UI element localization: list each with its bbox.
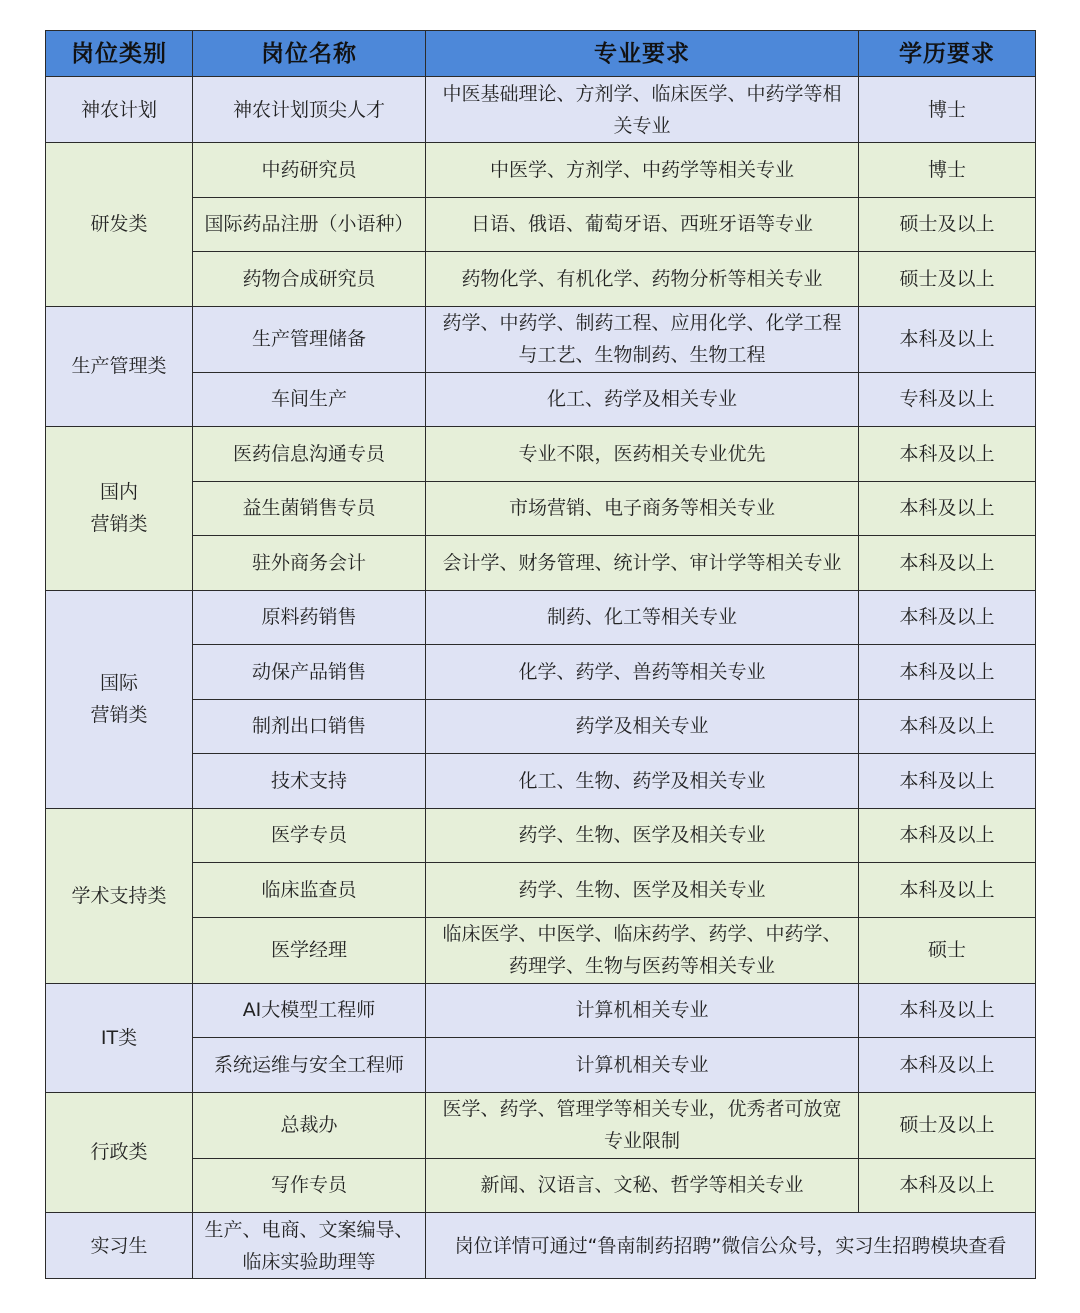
table-row: [46, 1092, 1036, 1158]
header-major: 专业要求: [426, 31, 859, 77]
table-row: [46, 590, 1036, 645]
education-cell: 博士: [859, 143, 1036, 198]
position-cell: 医学专员: [193, 808, 426, 863]
table-row: [46, 427, 1036, 482]
job-requirements-table: [45, 30, 1036, 1279]
major-cell: 药学、中药学、制药工程、应用化学、化学工程与工艺、生物制药、生物工程: [426, 306, 859, 372]
major-cell: 中医基础理论、方剂学、临床医学、中药学等相关专业: [426, 77, 859, 143]
education-cell: 本科及以上: [859, 481, 1036, 536]
category-cell: 生产管理类: [46, 306, 193, 427]
position-cell: AI大模型工程师: [193, 983, 426, 1038]
header-row: [46, 31, 1036, 77]
education-cell: 硕士及以上: [859, 1092, 1036, 1158]
major-cell: 专业不限，医药相关专业优先: [426, 427, 859, 482]
education-cell: 博士: [859, 77, 1036, 143]
major-cell: 计算机相关专业: [426, 1038, 859, 1093]
position-cell: 益生菌销售专员: [193, 481, 426, 536]
table-header: [46, 31, 1036, 77]
education-cell: 本科及以上: [859, 699, 1036, 754]
table-row: [46, 372, 1036, 427]
table-row: [46, 252, 1036, 307]
education-cell: 硕士: [859, 917, 1036, 983]
major-cell: 化学、药学、兽药等相关专业: [426, 645, 859, 700]
category-cell: [46, 427, 193, 591]
category-line: 营销类: [90, 704, 148, 726]
position-cell: 原料药销售: [193, 590, 426, 645]
position-cell: 医药信息沟通专员: [193, 427, 426, 482]
table-row: [46, 645, 1036, 700]
table-row: [46, 306, 1036, 372]
category-cell: 学术支持类: [46, 808, 193, 983]
position-cell: 药物合成研究员: [193, 252, 426, 307]
position-cell: 中药研究员: [193, 143, 426, 198]
category-cell: 神农计划: [46, 77, 193, 143]
category-cell: [46, 590, 193, 808]
major-cell: 药学及相关专业: [426, 699, 859, 754]
category-cell: 研发类: [46, 143, 193, 307]
position-cell: 动保产品销售: [193, 645, 426, 700]
header-education: 学历要求: [859, 31, 1036, 77]
position-cell: 总裁办: [193, 1092, 426, 1158]
header-category: 岗位类别: [46, 31, 193, 77]
position-cell: 写作专员: [193, 1158, 426, 1213]
position-cell: 制剂出口销售: [193, 699, 426, 754]
education-cell: 本科及以上: [859, 754, 1036, 809]
category-cell: 行政类: [46, 1092, 193, 1213]
major-cell: 中医学、方剂学、中药学等相关专业: [426, 143, 859, 198]
table-row: [46, 481, 1036, 536]
education-cell: 硕士及以上: [859, 252, 1036, 307]
education-cell: 本科及以上: [859, 983, 1036, 1038]
position-cell: 国际药品注册（小语种）: [193, 197, 426, 252]
major-cell: 新闻、汉语言、文秘、哲学等相关专业: [426, 1158, 859, 1213]
position-cell: 车间生产: [193, 372, 426, 427]
table-row: [46, 1213, 1036, 1279]
table-row: [46, 863, 1036, 918]
position-cell: 系统运维与安全工程师: [193, 1038, 426, 1093]
position-cell: 临床监查员: [193, 863, 426, 918]
major-cell: 日语、俄语、葡萄牙语、西班牙语等专业: [426, 197, 859, 252]
major-cell: 会计学、财务管理、统计学、审计学等相关专业: [426, 536, 859, 591]
table-row: [46, 197, 1036, 252]
table-row: [46, 1158, 1036, 1213]
table-row: [46, 917, 1036, 983]
education-cell: 本科及以上: [859, 1038, 1036, 1093]
category-line: 国内: [99, 481, 138, 504]
category-cell: IT类: [46, 983, 193, 1092]
category-line: 营销类: [90, 513, 148, 536]
table-row: [46, 536, 1036, 591]
education-cell: 本科及以上: [859, 808, 1036, 863]
table-row: [46, 699, 1036, 754]
table-body: [46, 77, 1036, 1279]
position-cell: 生产管理储备: [193, 306, 426, 372]
education-cell: 本科及以上: [859, 536, 1036, 591]
category-cell: 实习生: [46, 1213, 193, 1279]
position-cell: 神农计划顶尖人才: [193, 77, 426, 143]
major-cell: 制药、化工等相关专业: [426, 590, 859, 645]
major-cell: 化工、生物、药学及相关专业: [426, 754, 859, 809]
education-cell: 本科及以上: [859, 645, 1036, 700]
position-cell: 医学经理: [193, 917, 426, 983]
major-cell: 药学、生物、医学及相关专业: [426, 808, 859, 863]
table-row: [46, 1038, 1036, 1093]
education-cell: 本科及以上: [859, 1158, 1036, 1213]
education-cell: 本科及以上: [859, 590, 1036, 645]
major-cell: 化工、药学及相关专业: [426, 372, 859, 427]
table-row: [46, 143, 1036, 198]
education-cell: 本科及以上: [859, 863, 1036, 918]
position-cell: 技术支持: [193, 754, 426, 809]
major-cell: 计算机相关专业: [426, 983, 859, 1038]
table-row: [46, 983, 1036, 1038]
merged-note-cell: 岗位详情可通过“鲁南制药招聘”微信公众号，实习生招聘模块查看: [426, 1213, 1036, 1279]
category-line: 国际: [99, 672, 138, 694]
major-cell: 市场营销、电子商务等相关专业: [426, 481, 859, 536]
education-cell: 本科及以上: [859, 427, 1036, 482]
header-position: 岗位名称: [193, 31, 426, 77]
education-cell: 本科及以上: [859, 306, 1036, 372]
major-cell: 临床医学、中医学、临床药学、药学、中药学、药理学、生物与医药等相关专业: [426, 917, 859, 983]
education-cell: 专科及以上: [859, 372, 1036, 427]
major-cell: 药物化学、有机化学、药物分析等相关专业: [426, 252, 859, 307]
position-cell: 驻外商务会计: [193, 536, 426, 591]
major-cell: 医学、药学、管理学等相关专业，优秀者可放宽专业限制: [426, 1092, 859, 1158]
education-cell: 硕士及以上: [859, 197, 1036, 252]
table-row: [46, 808, 1036, 863]
table-row: [46, 77, 1036, 143]
table-row: [46, 754, 1036, 809]
major-cell: 药学、生物、医学及相关专业: [426, 863, 859, 918]
position-cell: 生产、电商、文案编导、临床实验助理等: [193, 1213, 426, 1279]
